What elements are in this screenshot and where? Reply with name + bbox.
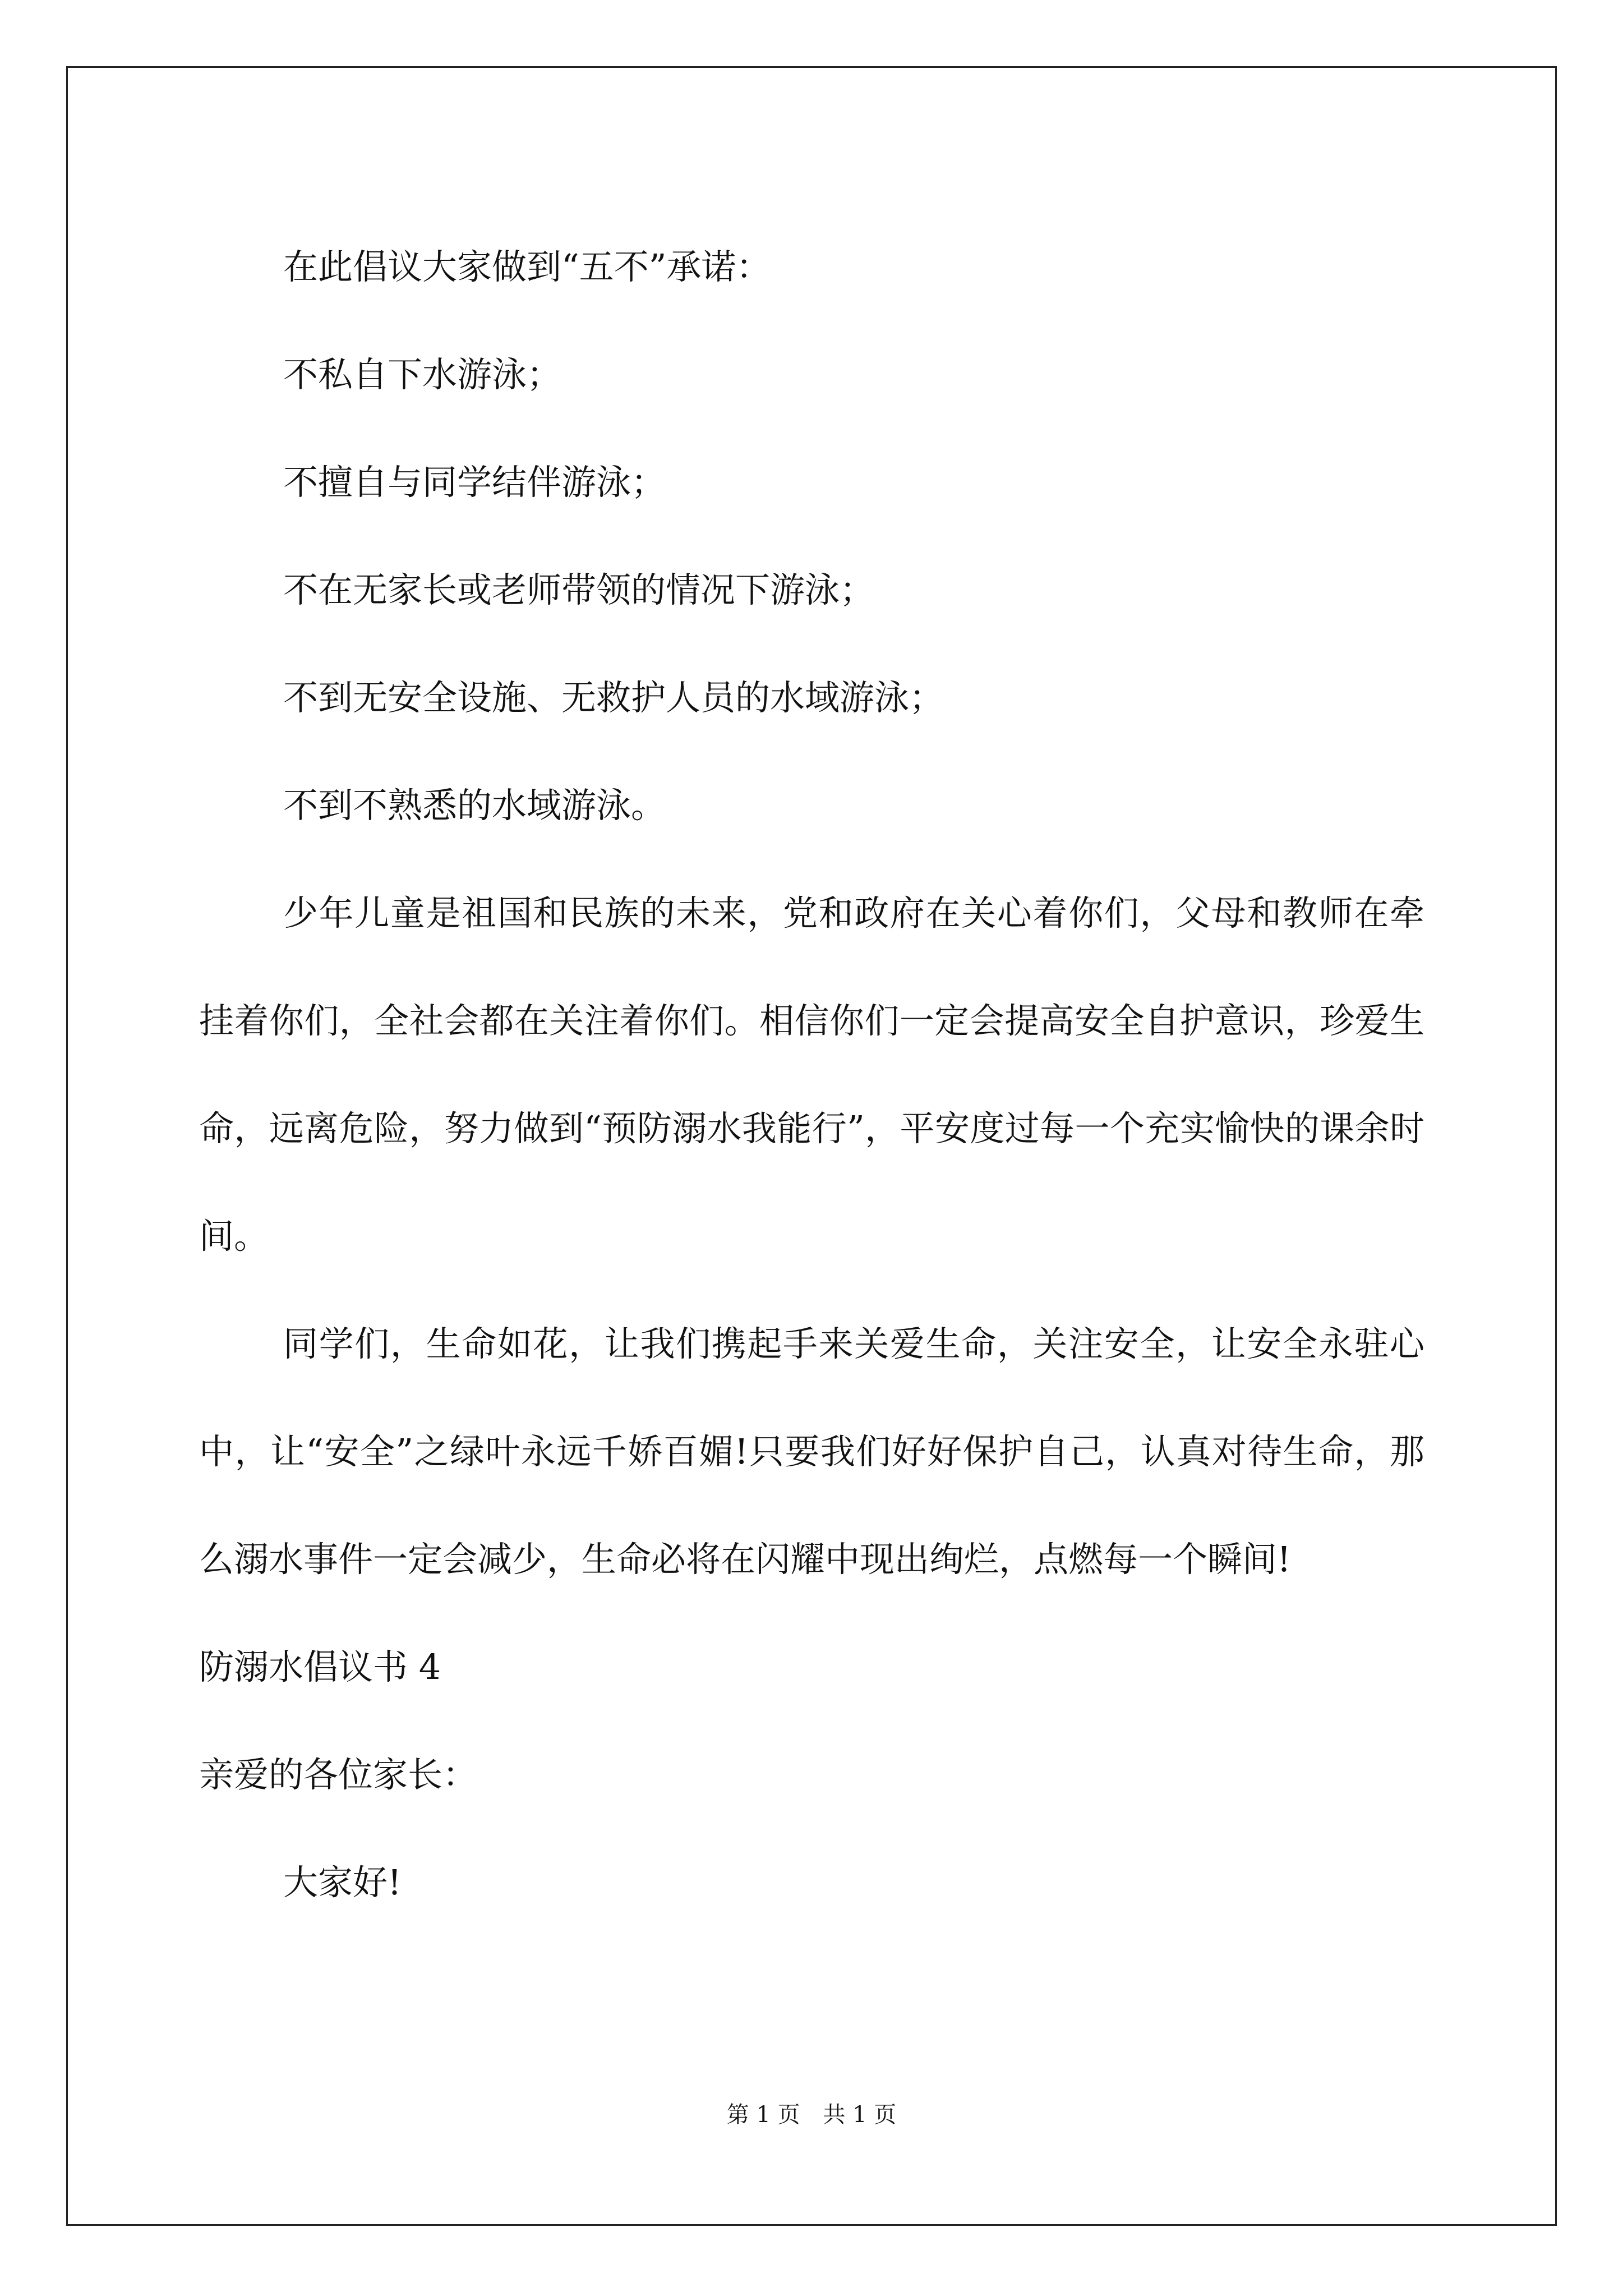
pledge-item-5: 不到不熟悉的水域游泳。 (283, 785, 666, 826)
greeting: 大家好! (283, 1862, 402, 1903)
page-footer (0, 2101, 1623, 2129)
section-heading: 防溺水倡议书 4 (199, 1646, 441, 1687)
pledge-item-2: 不擅自与同学结伴游泳； (283, 462, 666, 503)
page-number: 第 1 页 (726, 2102, 800, 2128)
salutation: 亲爱的各位家长： (199, 1754, 478, 1795)
pledge-item-1: 不私自下水游泳； (283, 354, 562, 395)
pledge-item-3: 不在无家长或老师带领的情况下游泳； (283, 569, 875, 610)
page-total: 共 1 页 (823, 2102, 897, 2128)
document-body (199, 213, 1424, 1936)
paragraph-children-future: 少年儿童是祖国和民族的未来，党和政府在关心着你们，父母和教师在牵挂着你们，全社会都在关注着你们。相信你们一定会提高安全自护意识，珍爱生命，远离危险，努力做到“预防溺水我能行”，平安度过每一个充实愉快的课余时间。 (199, 892, 1424, 1257)
pledge-item-4: 不到无安全设施、无救护人员的水域游泳； (283, 677, 944, 718)
paragraph-life-like-flower: 同学们，生命如花，让我们携起手来关爱生命，关注安全，让安全永驻心中，让“安全”之绿叶永远千娇百媚!只要我们好好保护自己，认真对待生命，那么溺水事件一定会减少，生命必将在闪耀中现出绚烂，点燃每一个瞬间! (199, 1323, 1424, 1580)
pledge-intro: 在此倡议大家做到“五不”承诺： (283, 246, 771, 287)
